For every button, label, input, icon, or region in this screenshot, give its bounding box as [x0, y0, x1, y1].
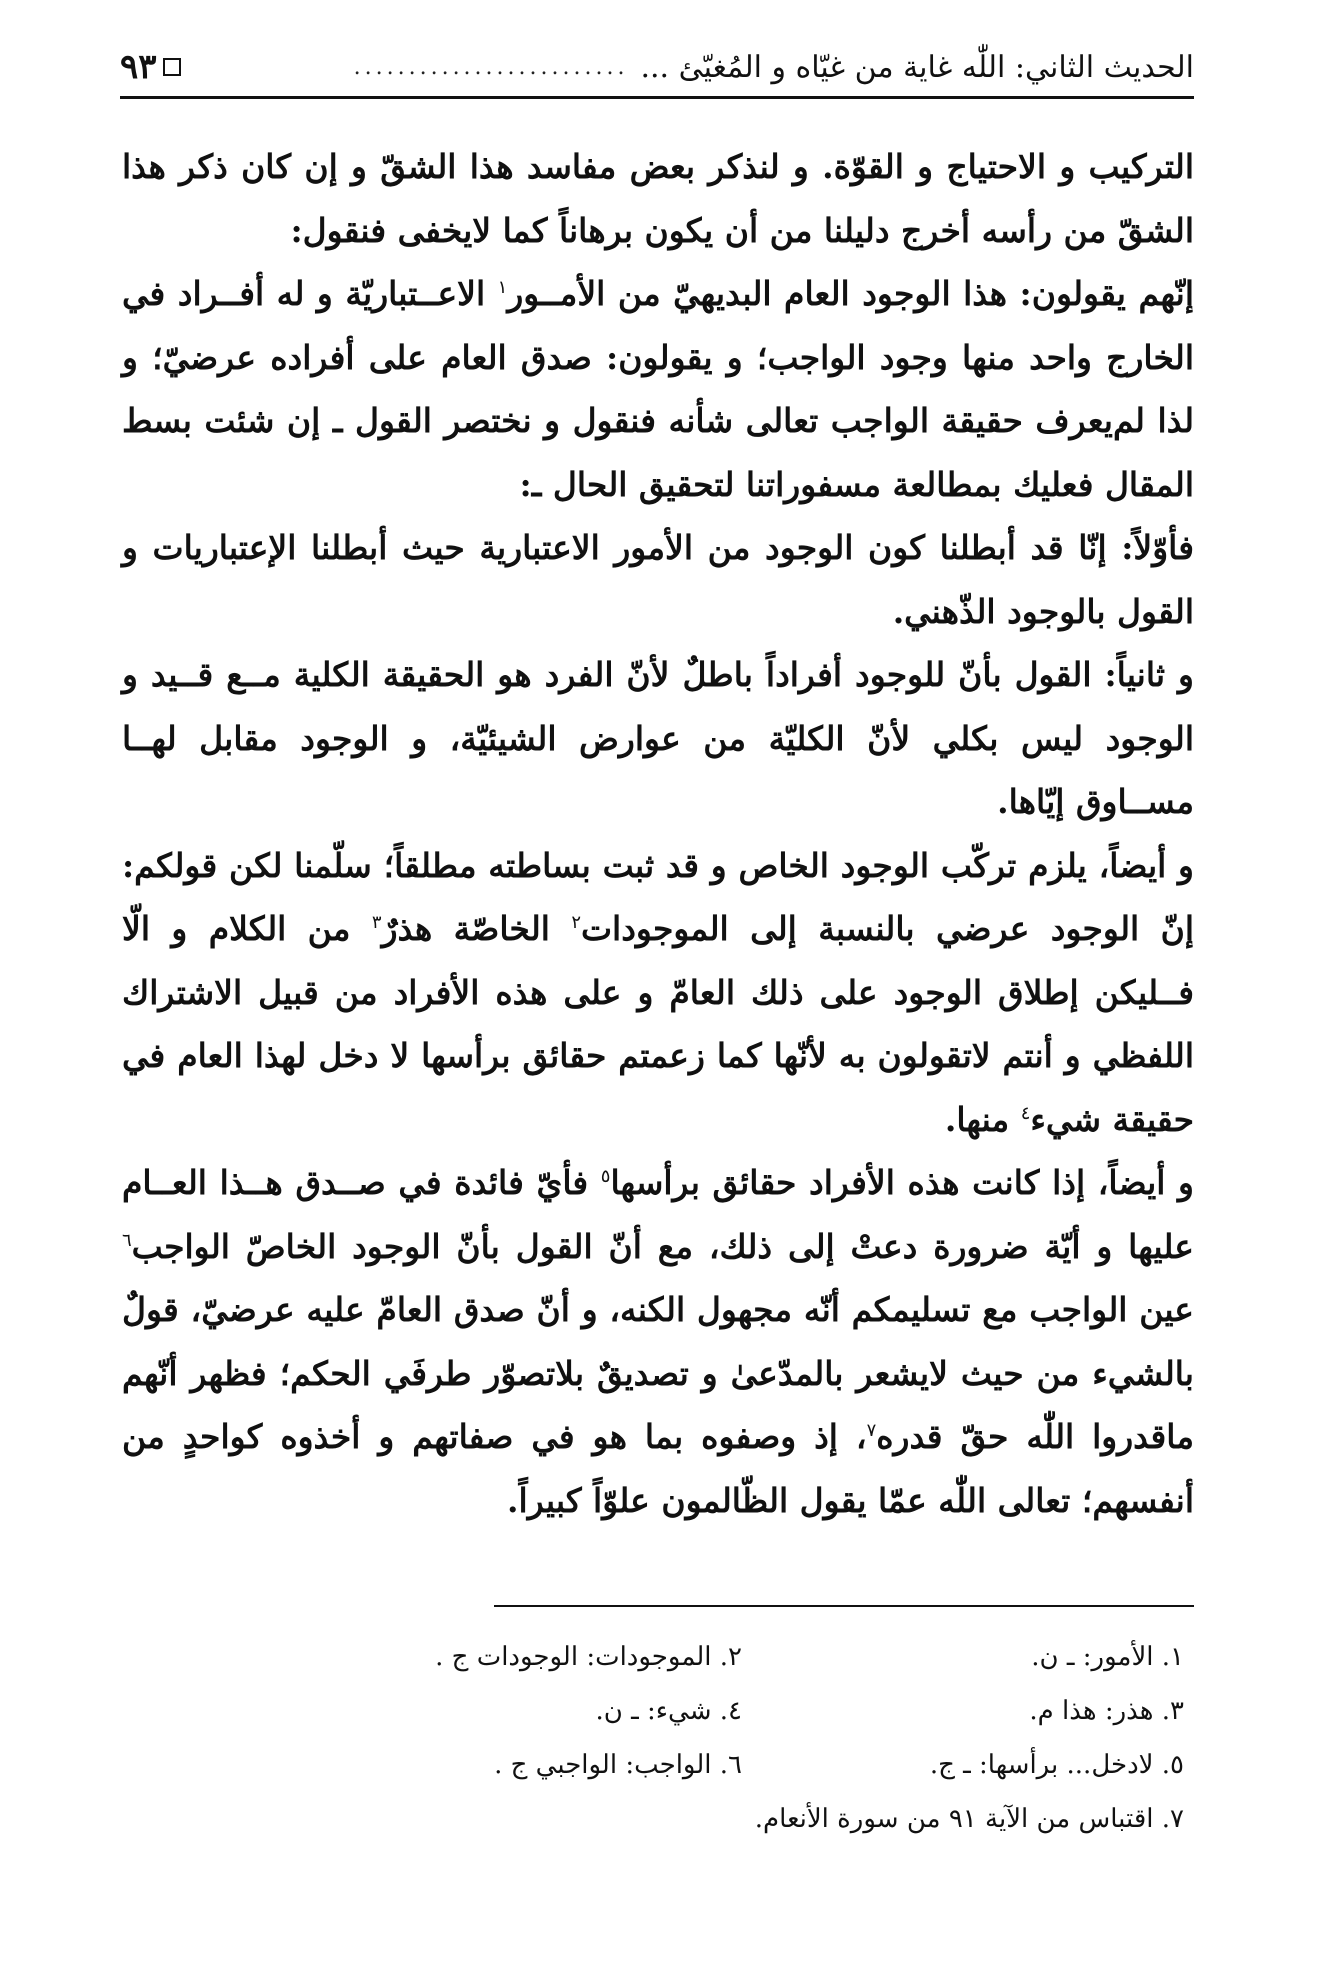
paragraph-2-part-2: الاعــتباريّة و له أفــراد في الخارج واحد منها وجود الواجب؛ و يقولون: صدق العام على أفراده عرضيّ؛ و لذا لم‌يعرف حقيقة الواجب تعالى شأنه فنقول و نختصر القول ـ إن شئت بسط المقال فعليك بمطالعة مسفوراتنا لتحقيق الحال ـ: — [122, 274, 1194, 504]
footnote-ref-4: ٤ — [1020, 1102, 1031, 1124]
footnote-row-2 — [300, 1684, 1184, 1738]
footnote-6: ٦. الواجب: الواجبي ج . — [494, 1750, 742, 1780]
footnote-ref-2: ٢ — [571, 912, 581, 933]
running-header — [120, 38, 1194, 99]
paragraph-5-part-2: الخاصّة هذرٌ — [381, 909, 572, 948]
footnote-4: ٤. شيء: ـ ن. — [595, 1696, 742, 1726]
paragraph-6-part-3: عين الواجب مع تسليمكم أنّه مجهول الكنه، و أنّ صدق العامّ عليه عرضيّ، قولٌ بالشيء من حيث لايشعر بالمدّعىٰ و تصديقٌ بلاتصوّر طرفَي الحكم؛ فظهر أنّهم ماقدروا اللّٰه حقّ قدره — [122, 1290, 1195, 1456]
page-number: ٩٣ — [120, 47, 157, 87]
footnotes — [300, 1630, 1184, 1846]
paragraph-6-part-2: فأيّ فائدة في صــدق هــذا العــام عليها و أيّة ضرورة دعتْ إلى ذلك، مع أنّ القول بأنّ الوجود الخاصّ الواجب — [122, 1163, 1194, 1266]
paragraph-2 — [122, 262, 1194, 516]
paragraph-5-part-1: و أيضاً، يلزم تركّب الوجود الخاص و قد ثبت بساطته مطلقاً؛ سلّمنا لكن قولكم: إنّ الوجود عرضي بالنسبة إلى الموجودات — [122, 845, 1195, 948]
paragraph-1: التركيب و الاحتياج و القوّة. و لنذكر بعض مفاسد هذا الشقّ و إن كان ذكر هذا الشقّ من رأسه أخرج دليلنا من أن يكون برهاناً كما لايخفى فنقول: — [122, 147, 1194, 250]
footnote-5: ٥. لادخل... برأسها: ـ ج. — [929, 1750, 1184, 1780]
footnote-7: ٧. اقتباس من الآية ٩١ من سورة الأنعام. — [754, 1804, 1184, 1834]
footnote-row-1 — [300, 1630, 1184, 1684]
paragraph-6-part-1: و أيضاً، إذا كانت هذه الأفراد حقائق برأسها — [610, 1163, 1194, 1202]
paragraph-2-part-1: إنّهم يقولون: هذا الوجود العام البديهيّ من الأمــور — [507, 274, 1195, 313]
paragraph-3: فأوّلاً: إنّا قد أبطلنا كون الوجود من الأمور الاعتبارية حيث أبطلنا الإعتباريات و القول بالوجود الذّهني. — [122, 528, 1194, 631]
header-leader-dots: ......................... — [353, 54, 629, 80]
footnote-ref-6: ٦ — [122, 1229, 132, 1251]
paragraph-4: و ثانياً: القول بأنّ للوجود أفراداً باطلٌ لأنّ الفرد هو الحقيقة الكلية مــع قــيد و الوجود ليس بكلي لأنّ الكليّة من عوارض الشيئيّة، و الوجود مقابل لهــا مســاوق إيّاها. — [122, 655, 1194, 821]
paragraph-6 — [122, 1151, 1194, 1532]
paragraph-5 — [122, 834, 1194, 1152]
footnote-row-3 — [300, 1738, 1184, 1792]
footnote-1: ١. الأمور: ـ ن. — [1031, 1642, 1184, 1672]
footnote-ref-1: ١ — [497, 277, 508, 298]
paragraph-5-part-3: من الكلام و الّا فــليكن إطلاق الوجود على ذلك العامّ و على هذه الأفراد من قبيل الاشتراك اللفظي و أنتم لاتقولون به لأنّها كما زعمتم حقائق برأسها لا دخل لهذا العام في حقيقة شيء — [122, 909, 1194, 1139]
square-ornament-icon — [163, 58, 181, 76]
footnote-ref-7: ٧ — [866, 1420, 877, 1441]
footnote-ref-3: ٣ — [371, 912, 382, 933]
footnote-2: ٢. الموجودات: الوجودات ج . — [435, 1642, 742, 1672]
paragraph-5-part-4: منها. — [944, 1099, 1021, 1139]
footnote-ref-5: ٥ — [600, 1166, 611, 1187]
paragraph-6-part-4: ، إذ وصفوه بما هو في صفاتهم و أخذوه كواحدٍ من أنفسهم؛ تعالى اللّٰه عمّا يقول الظّالمون علوّاً كبيراً. — [122, 1417, 1194, 1520]
header-title: الحديث الثاني: اللّٰه غاية من غيّاه و المُغيّئ ... — [640, 49, 1194, 85]
main-text — [122, 135, 1194, 1532]
page-number-group — [120, 47, 181, 87]
footnote-3: ٣. هذر: هذا م. — [1029, 1696, 1184, 1726]
footnote-divider — [494, 1605, 1194, 1607]
